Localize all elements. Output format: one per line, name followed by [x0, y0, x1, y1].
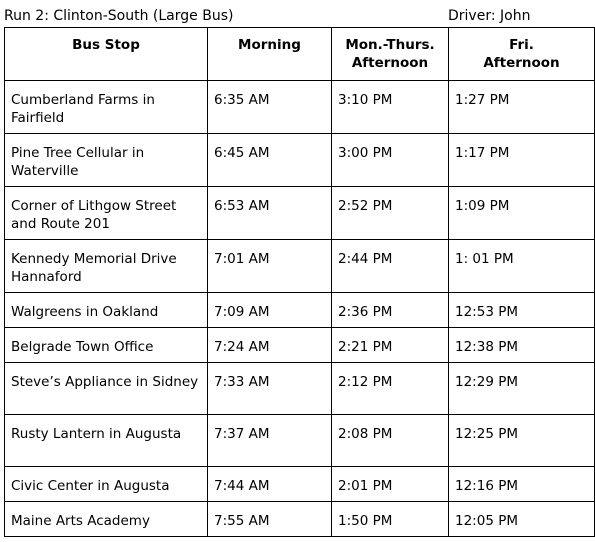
- run-title: Run 2: Clinton-South (Large Bus): [4, 8, 234, 24]
- column-header-mon-thurs-afternoon: [332, 28, 449, 81]
- cell-bus-stop: Civic Center in Augusta: [5, 467, 208, 502]
- table-row: [5, 363, 595, 415]
- table-row: [5, 467, 595, 502]
- cell-mon-thurs-afternoon: 2:08 PM: [332, 415, 449, 467]
- column-header-bus-stop: [5, 28, 208, 81]
- cell-fri-afternoon: 1:17 PM: [449, 134, 595, 187]
- bus-schedule-table: [4, 27, 595, 537]
- table-row: [5, 81, 595, 134]
- cell-fri-afternoon: 12:25 PM: [449, 415, 595, 467]
- cell-morning: 6:45 AM: [208, 134, 332, 187]
- cell-morning: 7:09 AM: [208, 293, 332, 328]
- cell-morning: 7:37 AM: [208, 415, 332, 467]
- cell-mon-thurs-afternoon: 3:10 PM: [332, 81, 449, 134]
- cell-mon-thurs-afternoon: 3:00 PM: [332, 134, 449, 187]
- cell-mon-thurs-afternoon: 1:50 PM: [332, 502, 449, 537]
- cell-fri-afternoon: 1:27 PM: [449, 81, 595, 134]
- cell-morning: 7:33 AM: [208, 363, 332, 415]
- table-row: [5, 187, 595, 240]
- cell-morning: 6:53 AM: [208, 187, 332, 240]
- cell-bus-stop: Kennedy Memorial Drive Hannaford: [5, 240, 208, 293]
- cell-fri-afternoon: 12:38 PM: [449, 328, 595, 363]
- cell-bus-stop: Pine Tree Cellular in Waterville: [5, 134, 208, 187]
- cell-bus-stop: Cumberland Farms in Fairfield: [5, 81, 208, 134]
- column-header-line: Morning: [238, 37, 301, 53]
- column-header-line: Mon.-Thurs.: [345, 37, 435, 53]
- cell-mon-thurs-afternoon: 2:36 PM: [332, 293, 449, 328]
- column-header-fri-afternoon: [449, 28, 595, 81]
- cell-morning: 7:01 AM: [208, 240, 332, 293]
- table-row: [5, 502, 595, 537]
- driver-name: Driver: John: [448, 8, 531, 24]
- cell-bus-stop: Maine Arts Academy: [5, 502, 208, 537]
- cell-fri-afternoon: 12:05 PM: [449, 502, 595, 537]
- cell-bus-stop: Steve’s Appliance in Sidney: [5, 363, 208, 415]
- cell-morning: 7:55 AM: [208, 502, 332, 537]
- cell-mon-thurs-afternoon: 2:01 PM: [332, 467, 449, 502]
- cell-morning: 7:24 AM: [208, 328, 332, 363]
- column-header-line: Fri.: [509, 37, 534, 53]
- cell-mon-thurs-afternoon: 2:52 PM: [332, 187, 449, 240]
- cell-bus-stop: Belgrade Town Office: [5, 328, 208, 363]
- cell-bus-stop: Walgreens in Oakland: [5, 293, 208, 328]
- cell-fri-afternoon: 1: 01 PM: [449, 240, 595, 293]
- cell-bus-stop: Rusty Lantern in Augusta: [5, 415, 208, 467]
- table-row: [5, 415, 595, 467]
- table-row: [5, 328, 595, 363]
- column-header-morning: [208, 28, 332, 81]
- table-row: [5, 240, 595, 293]
- cell-mon-thurs-afternoon: 2:12 PM: [332, 363, 449, 415]
- cell-mon-thurs-afternoon: 2:21 PM: [332, 328, 449, 363]
- cell-bus-stop: Corner of Lithgow Street and Route 201: [5, 187, 208, 240]
- cell-fri-afternoon: 1:09 PM: [449, 187, 595, 240]
- cell-fri-afternoon: 12:16 PM: [449, 467, 595, 502]
- cell-morning: 6:35 AM: [208, 81, 332, 134]
- table-row: [5, 293, 595, 328]
- cell-fri-afternoon: 12:53 PM: [449, 293, 595, 328]
- cell-mon-thurs-afternoon: 2:44 PM: [332, 240, 449, 293]
- column-header-line: Afternoon: [483, 55, 560, 71]
- table-header-row: [5, 28, 595, 81]
- document-header: [4, 6, 590, 26]
- cell-fri-afternoon: 12:29 PM: [449, 363, 595, 415]
- column-header-line: Afternoon: [351, 55, 429, 71]
- cell-morning: 7:44 AM: [208, 467, 332, 502]
- table-row: [5, 134, 595, 187]
- column-header-line: Bus Stop: [72, 37, 140, 53]
